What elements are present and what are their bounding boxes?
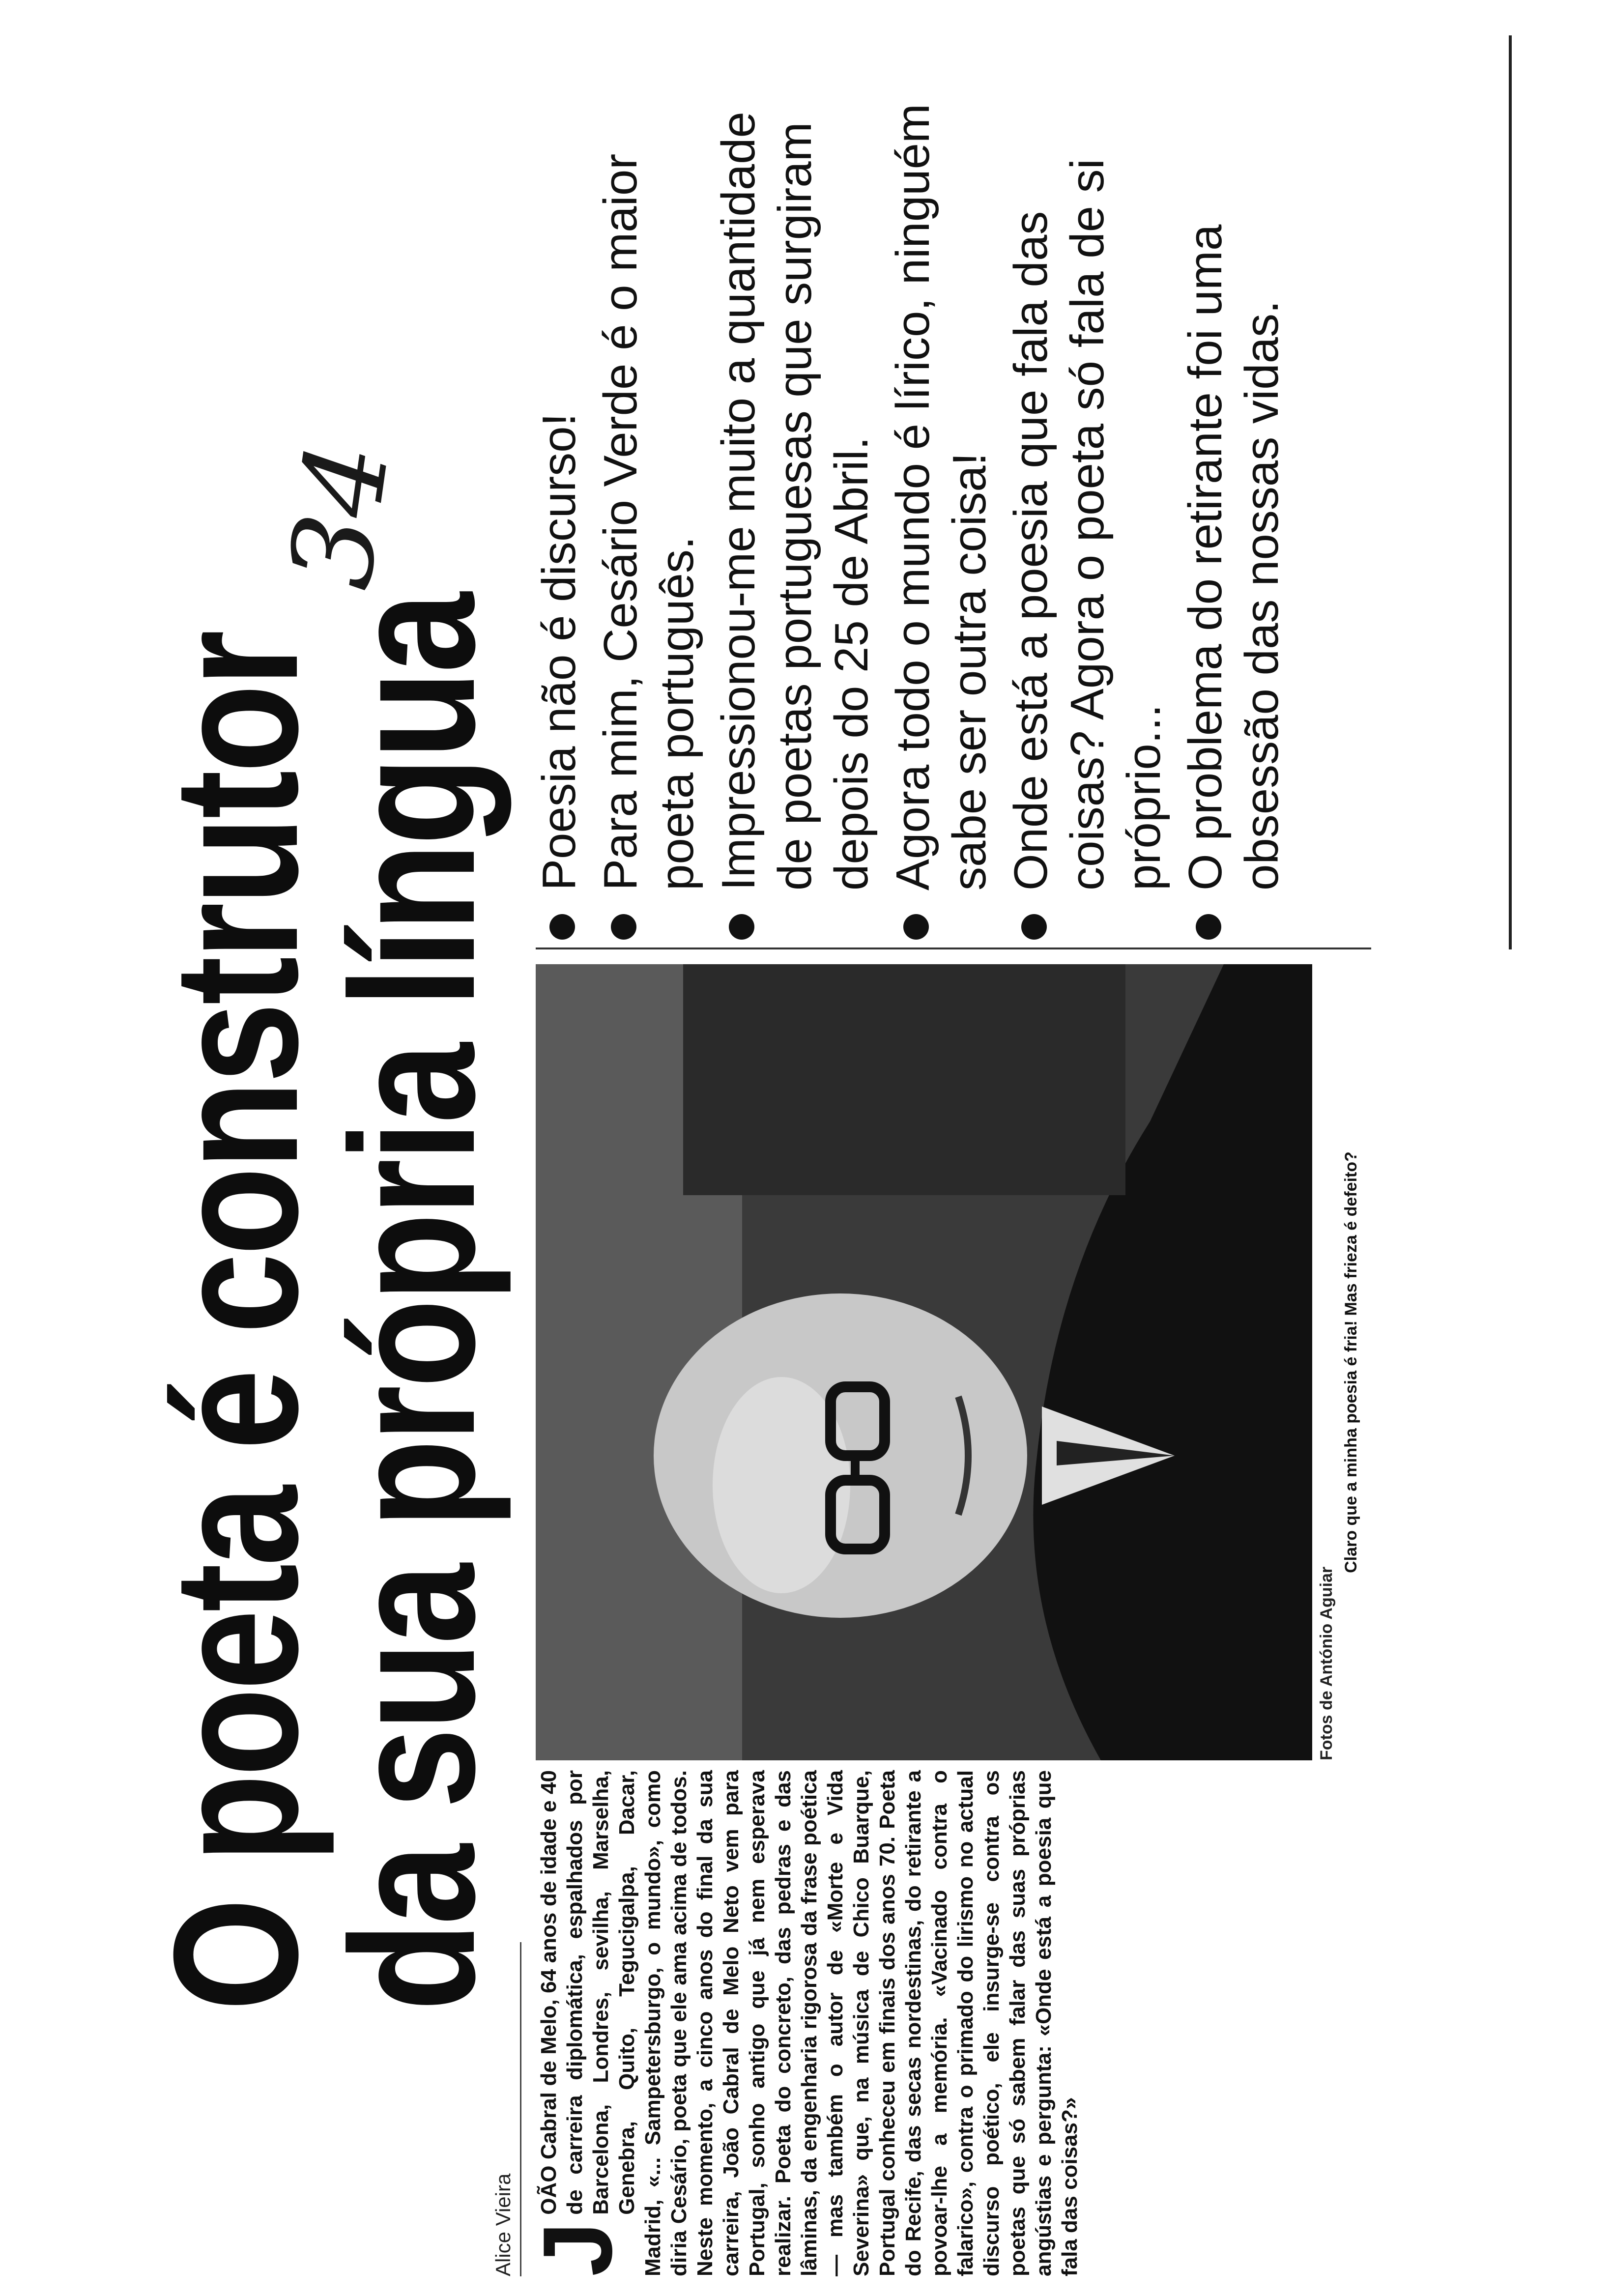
pull-quote — [1177, 60, 1290, 940]
pull-quote-text: Onde está a poesia que fala das coisas? Agora o poeta só fala de si próprio... — [1005, 159, 1170, 890]
photo-caption: Claro que a minha poesia é fria! Mas frieza é defeito? — [1342, 1151, 1360, 1573]
article-lead — [523, 1770, 1083, 2276]
pull-quote-text: Agora todo o mundo é lírico, ninguém sabe ser outra coisa! — [887, 104, 996, 890]
article-text: OÃO Cabral de Melo, 64 anos de idade e 40 de carreira diplomática, espalhados por Barcelona, Londres, sevilha, Marselha, Genebra, Quito, Tegucigalpa, Dacar, Madrid, «... Sampetersburgo, o mundo», como diria Cesário, poeta que ele ama acima de todos. Neste momento, a cinco anos do final da sua carreira, João Cabral de Melo Neto vem para Portugal, sonho antigo que já nem esperava realizar. Poeta do concreto, das pedras e das lâminas, da engenharia rigorosa da frase poética — mas também o autor de «Morte e Vida Severina» que, na música de Chico Buarque, Portugal conheceu em finais dos anos 70. Poeta do Recife, das secas nordestinas, do retirante a povoar-lhe a memória. «Vacinado contra o falarico», contra o primado do lirismo no actual discurso poético, ele insurge-se contra os poetas que só sabem falar das suas próprias angústias e pergunta: «Onde está a poesia que fala das coisas?» — [537, 1770, 1082, 2276]
headline-line-1: O poeta é construtor — [137, 632, 335, 2011]
portrait-illustration — [536, 964, 1312, 1760]
byline: Alice Vieira — [491, 2173, 515, 2276]
bullet-dot-icon — [1196, 914, 1221, 940]
byline-rule — [520, 1942, 521, 2276]
column-rule — [1509, 35, 1512, 949]
bullet-dot-icon — [611, 914, 636, 940]
pull-quote-text: O problema do retirante foi uma obsessão das nossas vidas. — [1179, 224, 1288, 890]
pull-quote — [1003, 60, 1172, 940]
portrait-photo — [536, 964, 1312, 1760]
pull-quote-text: Poesia não é discurso! — [533, 413, 585, 890]
pull-quote-text: Para mim, Cesário Verde é o maior poeta português. — [594, 153, 703, 890]
handwritten-annotation: 34 — [265, 435, 415, 596]
photo-credit: Fotos de António Aguiar — [1317, 1566, 1336, 1760]
bullet-dot-icon — [1021, 914, 1047, 940]
bullet-dot-icon — [903, 914, 929, 940]
pull-quote — [592, 60, 705, 940]
headline-line-2: da sua própria língua — [314, 595, 512, 2011]
pull-quotes — [531, 60, 1295, 940]
column-separator — [536, 947, 1371, 949]
pull-quote — [885, 60, 998, 940]
pull-quote-text: Impressionou-me muito a quantidade de poetas portuguesas que surgiram depois do 25 de Abril. — [712, 112, 878, 890]
bullet-dot-icon — [729, 914, 754, 940]
pull-quote — [531, 60, 587, 940]
bullet-dot-icon — [549, 914, 575, 940]
drop-cap: J — [523, 2221, 633, 2276]
pull-quote — [710, 60, 880, 940]
